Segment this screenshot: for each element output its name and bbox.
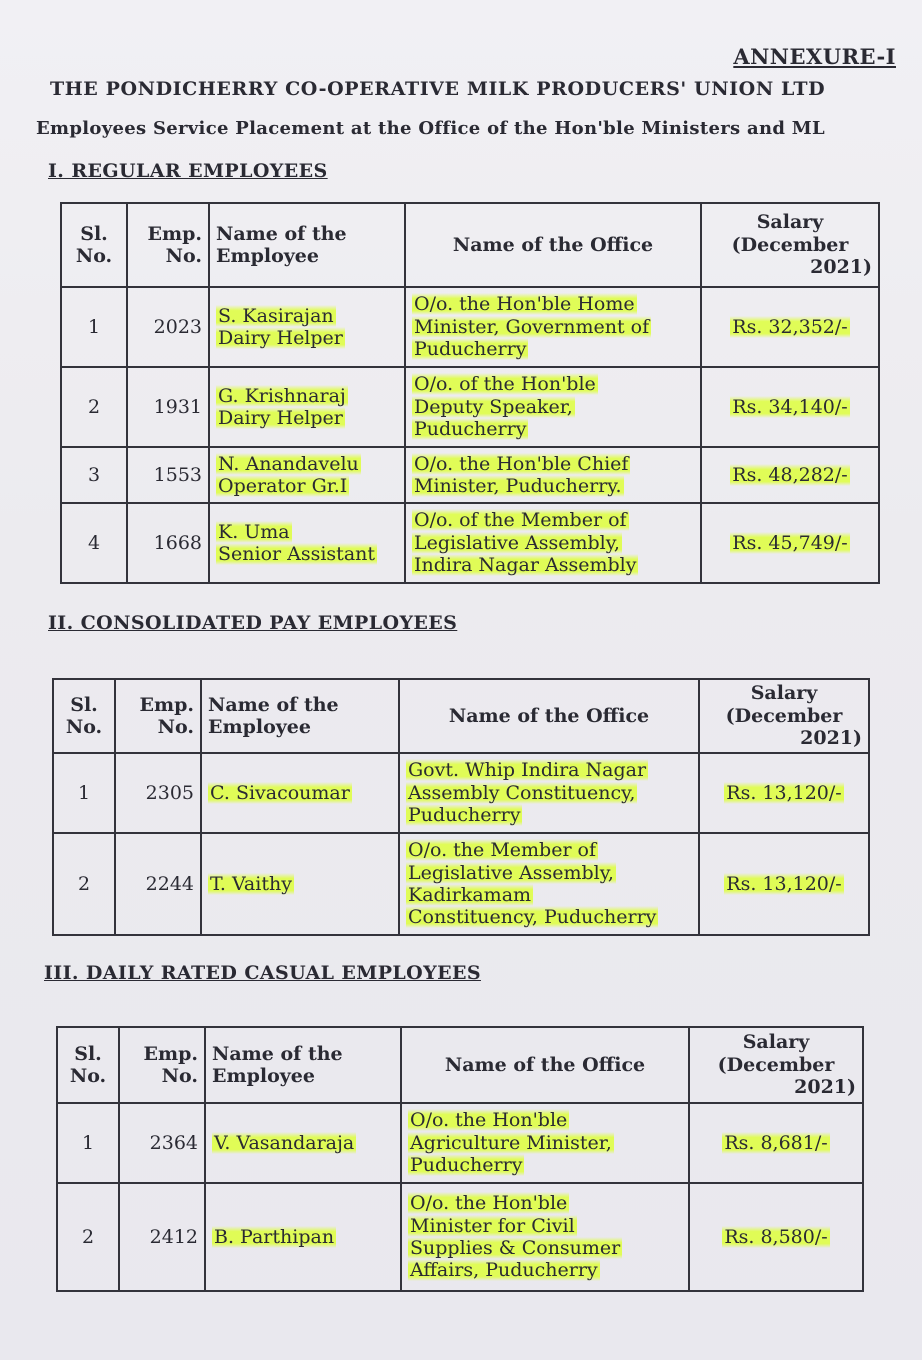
cell-sl: 2 xyxy=(57,1183,119,1291)
header-office: Name of the Office xyxy=(401,1027,689,1103)
header-emp: Emp. No. xyxy=(127,203,209,287)
cell-office: O/o. the Member of Legislative Assembly, Kadirkamam Constituency, Puducherry xyxy=(399,833,699,935)
section-title-consolidated: II. CONSOLIDATED PAY EMPLOYEES xyxy=(48,612,458,634)
header-office: Name of the Office xyxy=(405,203,701,287)
cell-employee: C. Sivacoumar xyxy=(201,753,399,833)
header-emp: Emp. No. xyxy=(119,1027,205,1103)
cell-sl: 1 xyxy=(61,287,127,367)
cell-office: O/o. the Hon'ble Home Minister, Government of Puducherry xyxy=(405,287,701,367)
cell-salary: Rs. 45,749/- xyxy=(701,503,879,583)
cell-sl: 1 xyxy=(53,753,115,833)
cell-emp: 1668 xyxy=(127,503,209,583)
cell-salary: Rs. 34,140/- xyxy=(701,367,879,447)
cell-salary: Rs. 13,120/- xyxy=(699,833,869,935)
cell-office: O/o. the Hon'ble Chief Minister, Puducherry. xyxy=(405,447,701,503)
cell-sl: 2 xyxy=(53,833,115,935)
cell-emp: 2244 xyxy=(115,833,201,935)
table-row xyxy=(61,447,879,503)
table-row xyxy=(53,753,869,833)
cell-emp: 2412 xyxy=(119,1183,205,1291)
cell-sl: 2 xyxy=(61,367,127,447)
header-sl: Sl. No. xyxy=(53,679,115,753)
cell-office: O/o. of the Member of Legislative Assembly, Indira Nagar Assembly xyxy=(405,503,701,583)
cell-employee: T. Vaithy xyxy=(201,833,399,935)
cell-office: O/o. the Hon'ble Minister for Civil Supplies & Consumer Affairs, Puducherry xyxy=(401,1183,689,1291)
cell-employee: V. Vasandaraja xyxy=(205,1103,401,1183)
table-header-row xyxy=(57,1027,863,1103)
header-salary: Salary (December 2021) xyxy=(689,1027,863,1103)
table-row xyxy=(57,1103,863,1183)
header-name: Name of the Employee xyxy=(205,1027,401,1103)
header-sl: Sl. No. xyxy=(57,1027,119,1103)
cell-office: O/o. the Hon'ble Agriculture Minister, Puducherry xyxy=(401,1103,689,1183)
cell-emp: 2305 xyxy=(115,753,201,833)
header-name: Name of the Employee xyxy=(209,203,405,287)
document-subtitle: Employees Service Placement at the Office of the Hon'ble Ministers and ML xyxy=(36,118,825,139)
header-emp: Emp. No. xyxy=(115,679,201,753)
table-row xyxy=(61,287,879,367)
organization-title: THE PONDICHERRY CO-OPERATIVE MILK PRODUCERS' UNION LTD xyxy=(50,78,826,100)
cell-sl: 3 xyxy=(61,447,127,503)
cell-employee: B. Parthipan xyxy=(205,1183,401,1291)
regular-employees-table xyxy=(60,202,880,584)
cell-salary: Rs. 13,120/- xyxy=(699,753,869,833)
header-salary: Salary (December 2021) xyxy=(699,679,869,753)
header-name: Name of the Employee xyxy=(201,679,399,753)
cell-sl: 4 xyxy=(61,503,127,583)
table-row xyxy=(57,1183,863,1291)
cell-sl: 1 xyxy=(57,1103,119,1183)
header-sl: Sl. No. xyxy=(61,203,127,287)
daily-rated-employees-table xyxy=(56,1026,864,1292)
table-row xyxy=(53,833,869,935)
table-header-row xyxy=(53,679,869,753)
cell-salary: Rs. 32,352/- xyxy=(701,287,879,367)
cell-salary: Rs. 8,681/- xyxy=(689,1103,863,1183)
section-title-daily-rated: III. DAILY RATED CASUAL EMPLOYEES xyxy=(44,962,481,984)
cell-salary: Rs. 8,580/- xyxy=(689,1183,863,1291)
cell-office: O/o. of the Hon'ble Deputy Speaker, Puducherry xyxy=(405,367,701,447)
cell-emp: 2023 xyxy=(127,287,209,367)
cell-employee: G. Krishnaraj Dairy Helper xyxy=(209,367,405,447)
table-header-row xyxy=(61,203,879,287)
table-row xyxy=(61,367,879,447)
annexure-label: ANNEXURE-I xyxy=(733,44,896,69)
cell-office: Govt. Whip Indira Nagar Assembly Constituency, Puducherry xyxy=(399,753,699,833)
cell-salary: Rs. 48,282/- xyxy=(701,447,879,503)
header-office: Name of the Office xyxy=(399,679,699,753)
section-title-regular: I. REGULAR EMPLOYEES xyxy=(48,160,328,182)
cell-employee: S. Kasirajan Dairy Helper xyxy=(209,287,405,367)
cell-emp: 2364 xyxy=(119,1103,205,1183)
header-salary: Salary (December 2021) xyxy=(701,203,879,287)
cell-employee: K. Uma Senior Assistant xyxy=(209,503,405,583)
cell-employee: N. Anandavelu Operator Gr.I xyxy=(209,447,405,503)
cell-emp: 1931 xyxy=(127,367,209,447)
consolidated-employees-table xyxy=(52,678,870,936)
table-row xyxy=(61,503,879,583)
cell-emp: 1553 xyxy=(127,447,209,503)
